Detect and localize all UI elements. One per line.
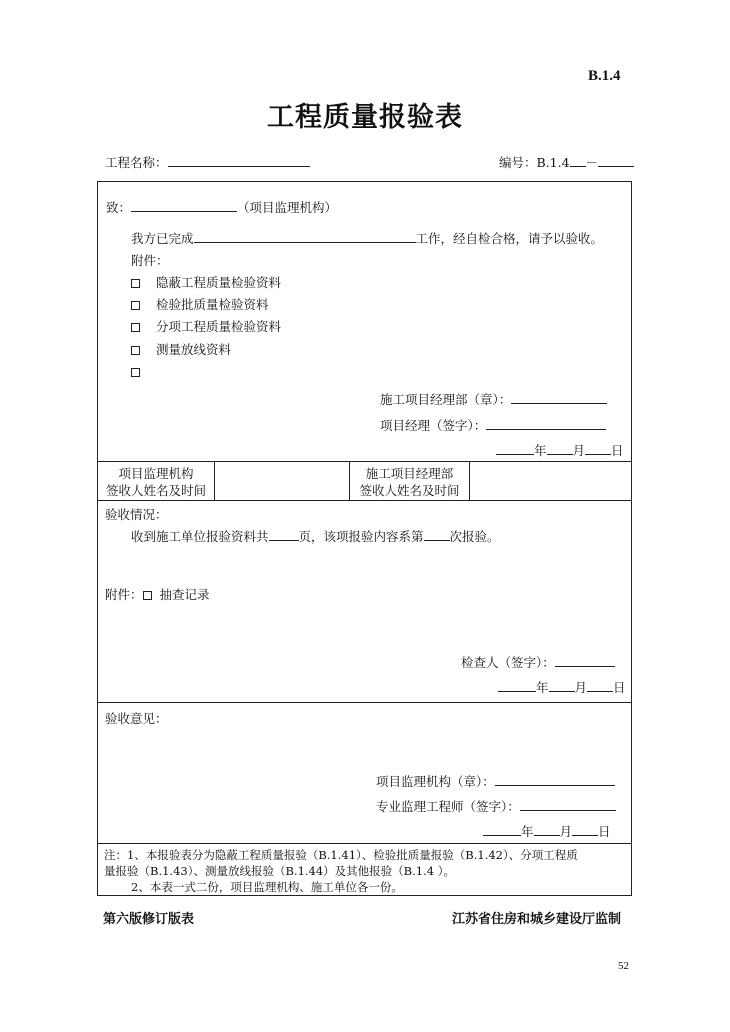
month-field[interactable] <box>534 823 560 836</box>
day-label: 日 <box>611 443 624 458</box>
date-row-1 <box>496 441 624 459</box>
day-field[interactable] <box>572 823 598 836</box>
page-title: 工程质量报验表 <box>267 102 463 133</box>
note-line-2: 量报验（B.1.43）、测量放线报验（B.1.44）及其他报验（B.1.4 ）。 <box>104 864 455 878</box>
supervisor-stamp-label: 项目监理机构（章）： <box>376 774 495 789</box>
divider-opinion-top <box>97 702 632 703</box>
year-label: 年 <box>536 680 549 695</box>
divider-notes-top <box>97 843 632 844</box>
month-label: 月 <box>559 824 573 839</box>
day-label: 日 <box>598 824 611 839</box>
contractor-dept-field[interactable] <box>511 391 607 404</box>
attachment-item <box>131 317 281 335</box>
received-docs-row <box>131 527 500 545</box>
year-label: 年 <box>521 824 534 839</box>
contractor-receipt-field[interactable] <box>470 462 631 500</box>
checkbox[interactable] <box>131 346 140 355</box>
supervisor-stamp-field[interactable] <box>495 773 615 786</box>
attachment-item <box>131 340 231 358</box>
supervisor-org-field[interactable] <box>131 199 237 212</box>
spot-check-label: 抽查记录 <box>159 587 210 602</box>
contractor-receipt-line-2: 签收人姓名及时间 <box>359 483 460 498</box>
contractor-receipt-line-1: 施工项目经理部 <box>365 466 454 481</box>
serial-field-1[interactable] <box>570 154 586 167</box>
inspector-sign-label: 检查人（签字）： <box>461 655 555 670</box>
acceptance-opinion-heading: 验收意见： <box>105 711 168 726</box>
attachments-label: 附件： <box>131 253 169 268</box>
checkbox[interactable] <box>131 368 140 377</box>
year-field[interactable] <box>498 679 536 692</box>
project-name-field[interactable] <box>168 154 310 167</box>
spot-check-attachment-label: 附件： <box>105 587 143 602</box>
pm-sign-field[interactable] <box>486 417 606 430</box>
contractor-dept-row <box>380 390 607 408</box>
year-field[interactable] <box>496 442 534 455</box>
attachment-item <box>131 295 269 313</box>
month-field[interactable] <box>547 442 573 455</box>
supervisor-receipt-line-2: 签收人姓名及时间 <box>105 483 206 498</box>
to-label: 致： <box>106 200 132 215</box>
serial-row <box>499 153 634 171</box>
checkbox[interactable] <box>143 591 152 600</box>
supervisor-receipt-label <box>98 465 214 499</box>
inspection-count-field[interactable] <box>424 528 450 541</box>
day-field[interactable] <box>585 442 611 455</box>
project-name-row <box>105 153 310 171</box>
engineer-sign-row <box>376 797 616 815</box>
pm-sign-row <box>380 416 606 434</box>
date-row-3 <box>483 822 611 840</box>
month-label: 月 <box>572 443 586 458</box>
page-count-field[interactable] <box>269 528 299 541</box>
serial-dash: － <box>585 155 599 170</box>
footer-issuer: 江苏省住房和城乡建设厅监制 <box>452 912 622 927</box>
footer-edition: 第六版修订版表 <box>103 912 195 927</box>
spot-check-row <box>105 585 210 603</box>
month-field[interactable] <box>549 679 575 692</box>
checkbox[interactable] <box>131 323 140 332</box>
page-number: 52 <box>618 960 629 972</box>
month-label: 月 <box>574 680 588 695</box>
note-line-3: 2、本表一式二份，项目监理机构、施工单位各一份。 <box>131 880 403 894</box>
attachment-item-label: 检验批质量检验资料 <box>156 297 269 312</box>
form-code: B.1.4 <box>588 68 621 84</box>
completion-prefix: 我方已完成 <box>131 231 194 246</box>
supervisor-receipt-line-1: 项目监理机构 <box>118 466 194 481</box>
received-docs-text-3: 次报验。 <box>449 529 500 544</box>
date-row-2 <box>498 678 626 696</box>
serial-field-2[interactable] <box>598 154 634 167</box>
contractor-receipt-label <box>350 465 469 499</box>
received-docs-text-1: 收到施工单位报验资料共 <box>131 529 269 544</box>
year-label: 年 <box>534 443 547 458</box>
attachment-item <box>131 273 281 291</box>
inspector-sign-row <box>461 653 615 671</box>
supervisor-stamp-row <box>376 772 615 790</box>
day-label: 日 <box>613 680 626 695</box>
serial-label: 编号：B.1.4 <box>499 155 570 170</box>
contractor-dept-label: 施工项目经理部（章）： <box>380 392 512 407</box>
supervisor-receipt-field[interactable] <box>215 462 349 500</box>
attachment-item-label: 测量放线资料 <box>156 342 232 357</box>
pm-sign-label: 项目经理（签字）： <box>380 418 487 433</box>
attachment-item-label: 隐蔽工程质量检验资料 <box>156 275 282 290</box>
checkbox[interactable] <box>131 279 140 288</box>
completion-suffix: 工作，经自检合格，请予以验收。 <box>415 231 604 246</box>
engineer-sign-label: 专业监理工程师（签字）： <box>376 799 520 814</box>
inspector-sign-field[interactable] <box>555 654 615 667</box>
attachment-item-label: 分项工程质量检验资料 <box>156 319 282 334</box>
work-content-field[interactable] <box>194 230 416 243</box>
day-field[interactable] <box>587 679 613 692</box>
to-suffix: （项目监理机构） <box>237 200 338 215</box>
engineer-sign-field[interactable] <box>520 798 616 811</box>
to-row <box>106 198 337 216</box>
divider-receipt-bottom <box>97 500 632 501</box>
completion-row <box>131 229 603 247</box>
note-line-1: 注：1、本报验表分为隐蔽工程质量报验（B.1.41）、检验批质量报验（B.1.42）、分项工程质 <box>104 848 578 862</box>
attachment-item <box>131 364 156 379</box>
checkbox[interactable] <box>131 301 140 310</box>
acceptance-status-heading: 验收情况： <box>105 507 168 522</box>
project-name-label: 工程名称： <box>105 155 168 170</box>
year-field[interactable] <box>483 823 521 836</box>
received-docs-text-2: 页，该项报验内容系第 <box>298 529 424 544</box>
